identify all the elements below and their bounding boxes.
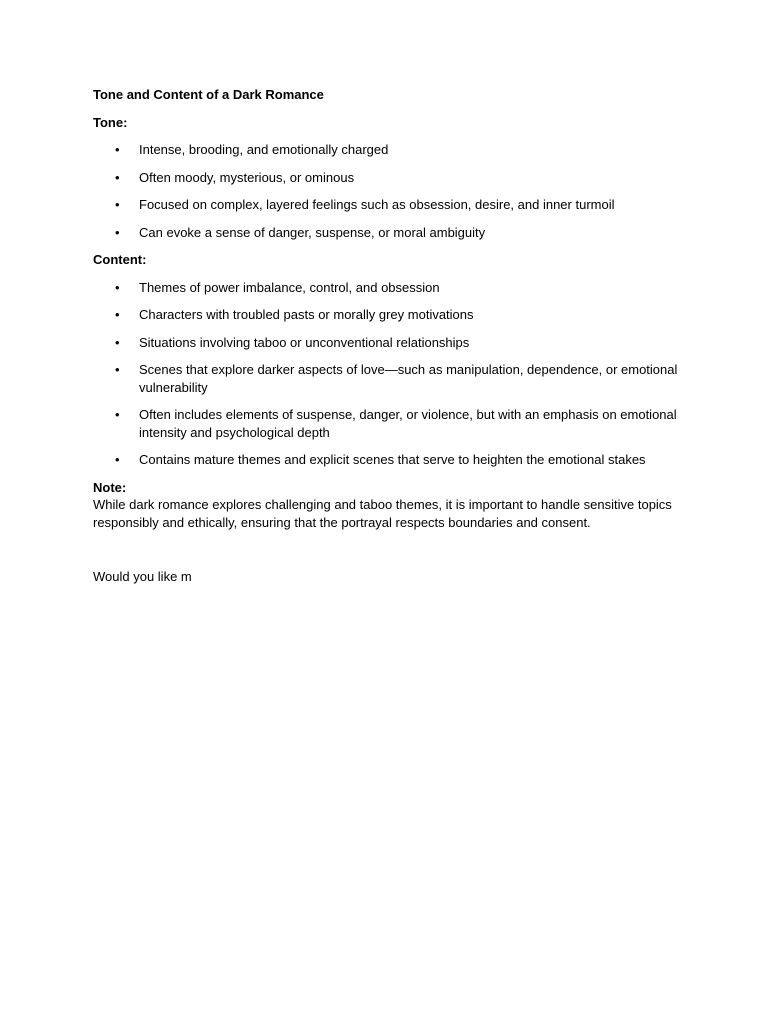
content-heading: Content: — [93, 252, 147, 267]
bullet-icon: • — [115, 307, 120, 322]
document-body — [93, 86, 683, 586]
list-item-text: Focused on complex, layered feelings such as obsession, desire, and inner turmoil — [139, 197, 615, 212]
list-item-text: Characters with troubled pasts or morally grey motivations — [139, 307, 474, 322]
list-item — [93, 169, 683, 187]
list-item — [93, 196, 683, 214]
list-item-text: Often moody, mysterious, or ominous — [139, 169, 355, 185]
bullet-icon: • — [115, 197, 120, 212]
bullet-icon: • — [115, 224, 120, 240]
list-item-text: Scenes that explore darker aspects of love—such as manipulation, dependence, or emotional vulnerability — [139, 362, 678, 395]
list-item-text: Intense, brooding, and emotionally charged — [139, 142, 389, 157]
list-item — [93, 141, 683, 159]
tone-list — [93, 141, 683, 241]
note-body: While dark romance explores challenging and taboo themes, it is important to handle sensitive topics responsibly and ethically, ensuring that the portrayal respects boundaries and consent. — [93, 497, 672, 530]
list-item — [93, 279, 683, 297]
list-item — [93, 361, 683, 396]
trailing-text: Would you like m — [93, 569, 192, 584]
list-item-text: Themes of power imbalance, control, and obsession — [139, 279, 440, 295]
list-item — [93, 306, 683, 324]
bullet-icon: • — [115, 142, 120, 157]
list-item-text: Often includes elements of suspense, danger, or violence, but with an emphasis on emotional intensity and psychological depth — [139, 407, 677, 440]
note-heading: Note: — [93, 479, 127, 495]
bullet-icon: • — [115, 452, 120, 467]
bullet-icon: • — [115, 407, 120, 422]
list-item-text: Situations involving taboo or unconventional relationships — [139, 334, 470, 350]
content-list — [93, 279, 683, 469]
list-item — [93, 334, 683, 352]
bullet-icon: • — [115, 279, 120, 295]
bullet-icon: • — [115, 334, 120, 350]
list-item — [93, 224, 683, 242]
list-item — [93, 451, 683, 469]
list-item-text: Contains mature themes and explicit scenes that serve to heighten the emotional stakes — [139, 452, 646, 467]
tone-heading: Tone: — [93, 114, 128, 130]
bullet-icon: • — [115, 169, 120, 185]
list-item-text: Can evoke a sense of danger, suspense, or moral ambiguity — [139, 224, 486, 240]
list-item — [93, 406, 683, 441]
document-title: Tone and Content of a Dark Romance — [93, 87, 324, 102]
bullet-icon: • — [115, 362, 120, 377]
